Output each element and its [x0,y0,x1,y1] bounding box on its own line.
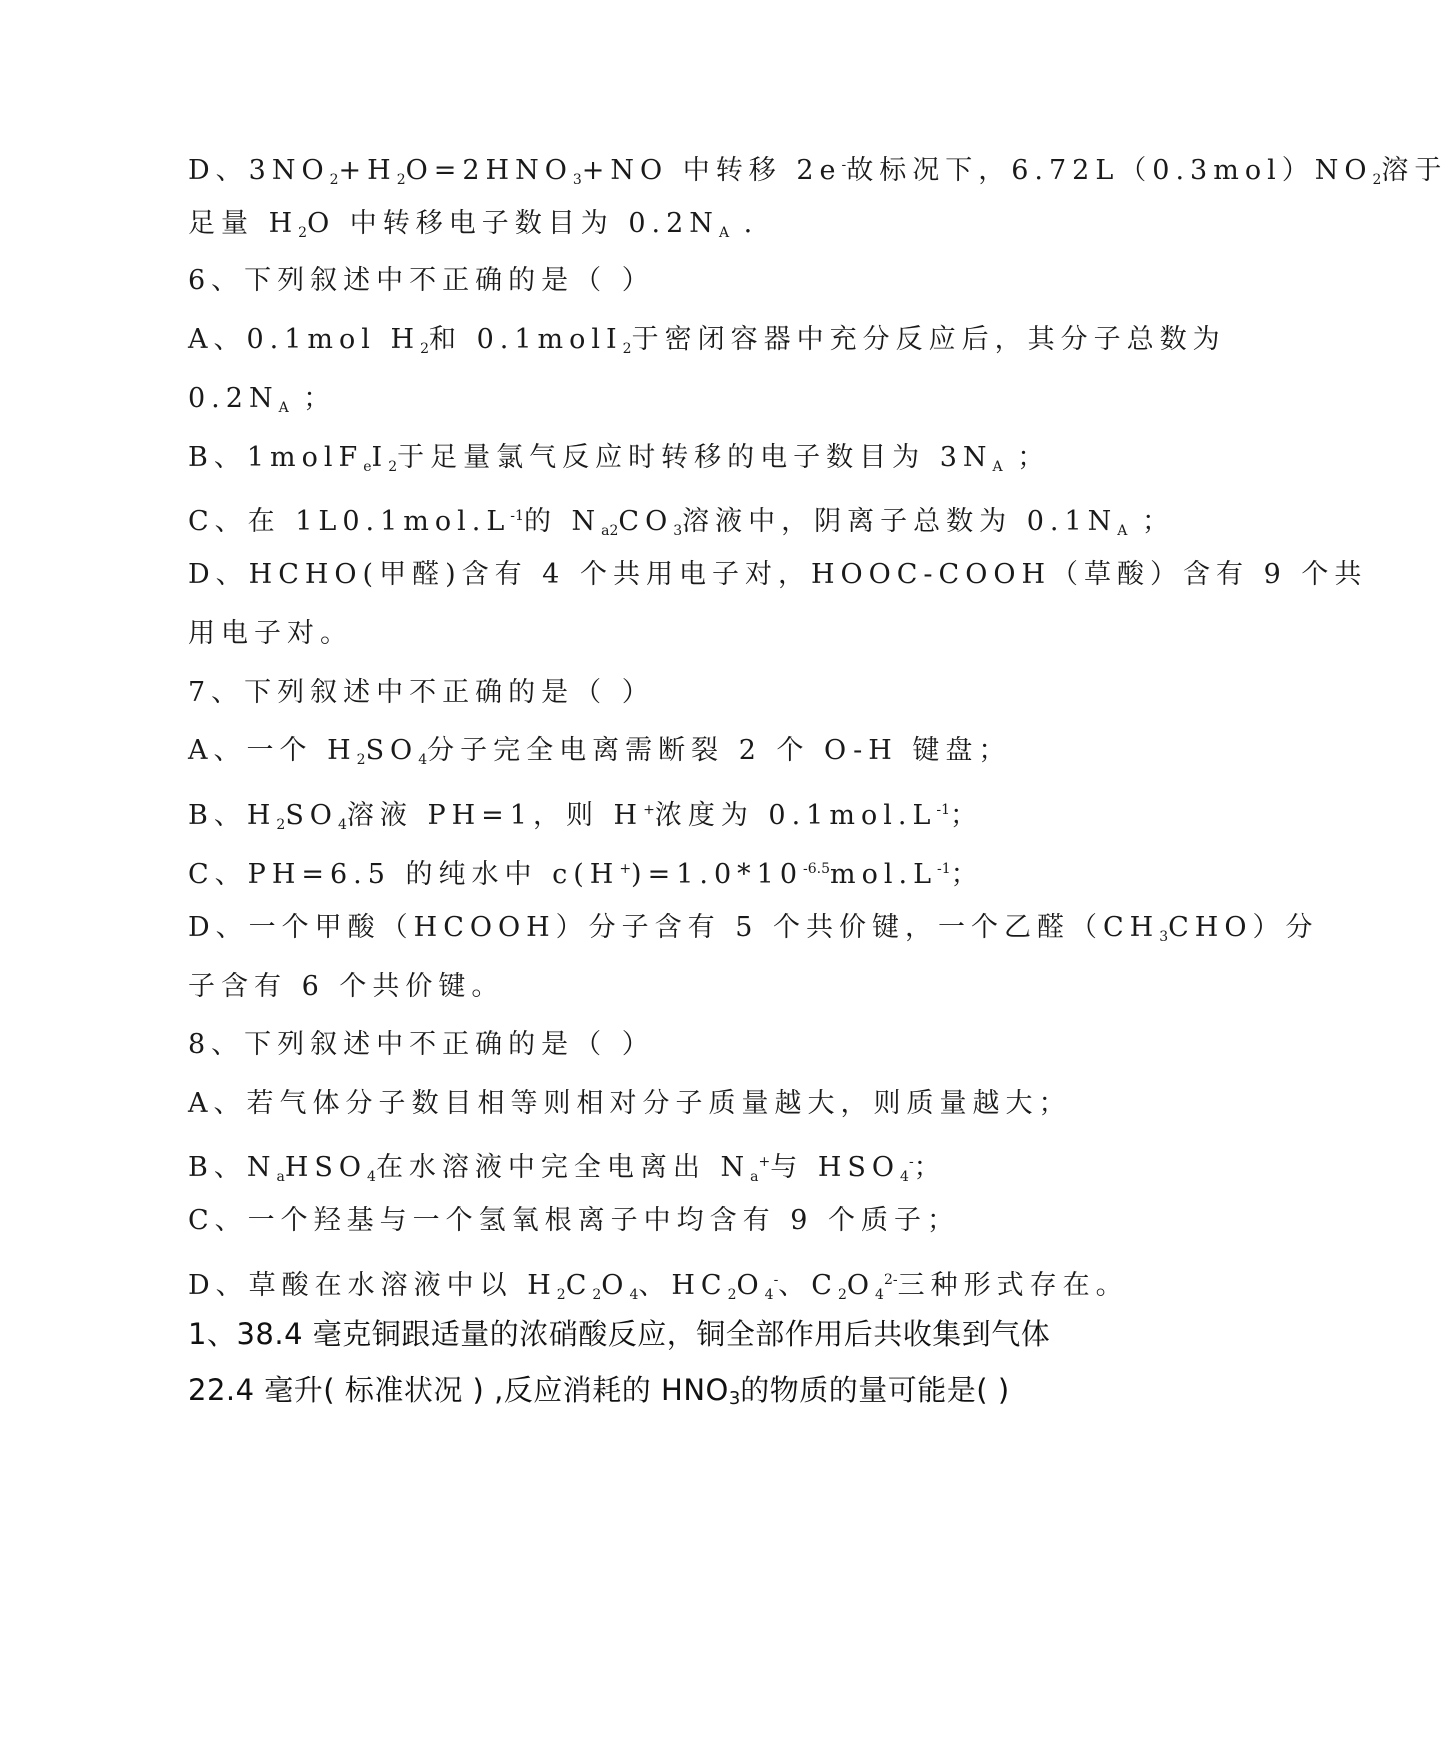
option-d: D、一个甲酸（HCOOH）分子含有 5 个共价键，一个乙醛$(CH_3CHO)$分 [188,912,1319,945]
text-line: D、$3NO_2+H_2O=2HNO_3+NO$ 中转移 2e-故标况下，$6.72L(0.3mol)NO_2$溶于 [188,155,1447,188]
option-b: B、$N_aHSO_4$在水溶液中完全电离出 $N_a^+$与 $HSO_4^-$； [188,1152,947,1185]
question-heading: 6、下列叙述中不正确的是（ ） [188,265,655,296]
option-c: C、在 $1L0.1mol.L^{-1}$的 $N_{a2}CO_3$溶液中，阴离子总数为 $0.1N_A$ ； [188,506,1176,539]
option-d: D、HCHO(甲醛)含有 4 个共用电子对，HOOC-COOH（草酸）含有 9 个共 [188,559,1368,590]
option-c: C、一个羟基与一个氢氧根离子中均含有 9 个质子； [188,1205,961,1236]
problem-text: 22.4 毫升( 标准状况 ) ,反应消耗的 $HNO_3$的物质的量可能是( ) [188,1373,1010,1409]
question-heading: 7、下列叙述中不正确的是（ ） [188,677,655,708]
option-d: D、草酸在水溶液中以 $H_2C_2O_4$、$HC_2O_4^-$、$C_2O_4^{2-}$三种形式存在。 [188,1270,1129,1303]
text-line: $0.2N_A$ ； [188,383,337,416]
option-a: A、0.1mol $H_2$和 0.1molI$_2$于密闭容器中充分反应后，其分子总数为 [188,324,1226,357]
option-b: B、$H_2SO_4$溶液 PH=1，则 H+浓度为 $0.1mol.L^{-1}$； [188,800,984,833]
text-line: 足量 $H_2O$ 中转移电子数目为 $0.2N_A$ . [188,208,759,241]
question-heading: 8、下列叙述中不正确的是（ ） [188,1029,655,1060]
option-a: A、一个 $H_2SO_4$分子完全电离需断裂 2 个 O-H 键盘； [188,735,1012,768]
text-line: 子含有 6 个共价键。 [188,971,505,1002]
option-a: A、若气体分子数目相等则相对分子质量越大，则质量越大； [188,1088,1072,1119]
option-b: B、$1molF_eI_2$于足量氯气反应时转移的电子数目为 $3N_A$ ； [188,442,1051,475]
problem-text: 1、38.4 毫克铜跟适量的浓硝酸反应，铜全部作用后共收集到气体 [188,1317,1051,1351]
option-c: C、PH=6.5 的纯水中 $c(H^+)=1.0*10^{-6.5}mol.L^{-1}$； [188,859,984,890]
text-line: 用电子对。 [188,618,353,649]
